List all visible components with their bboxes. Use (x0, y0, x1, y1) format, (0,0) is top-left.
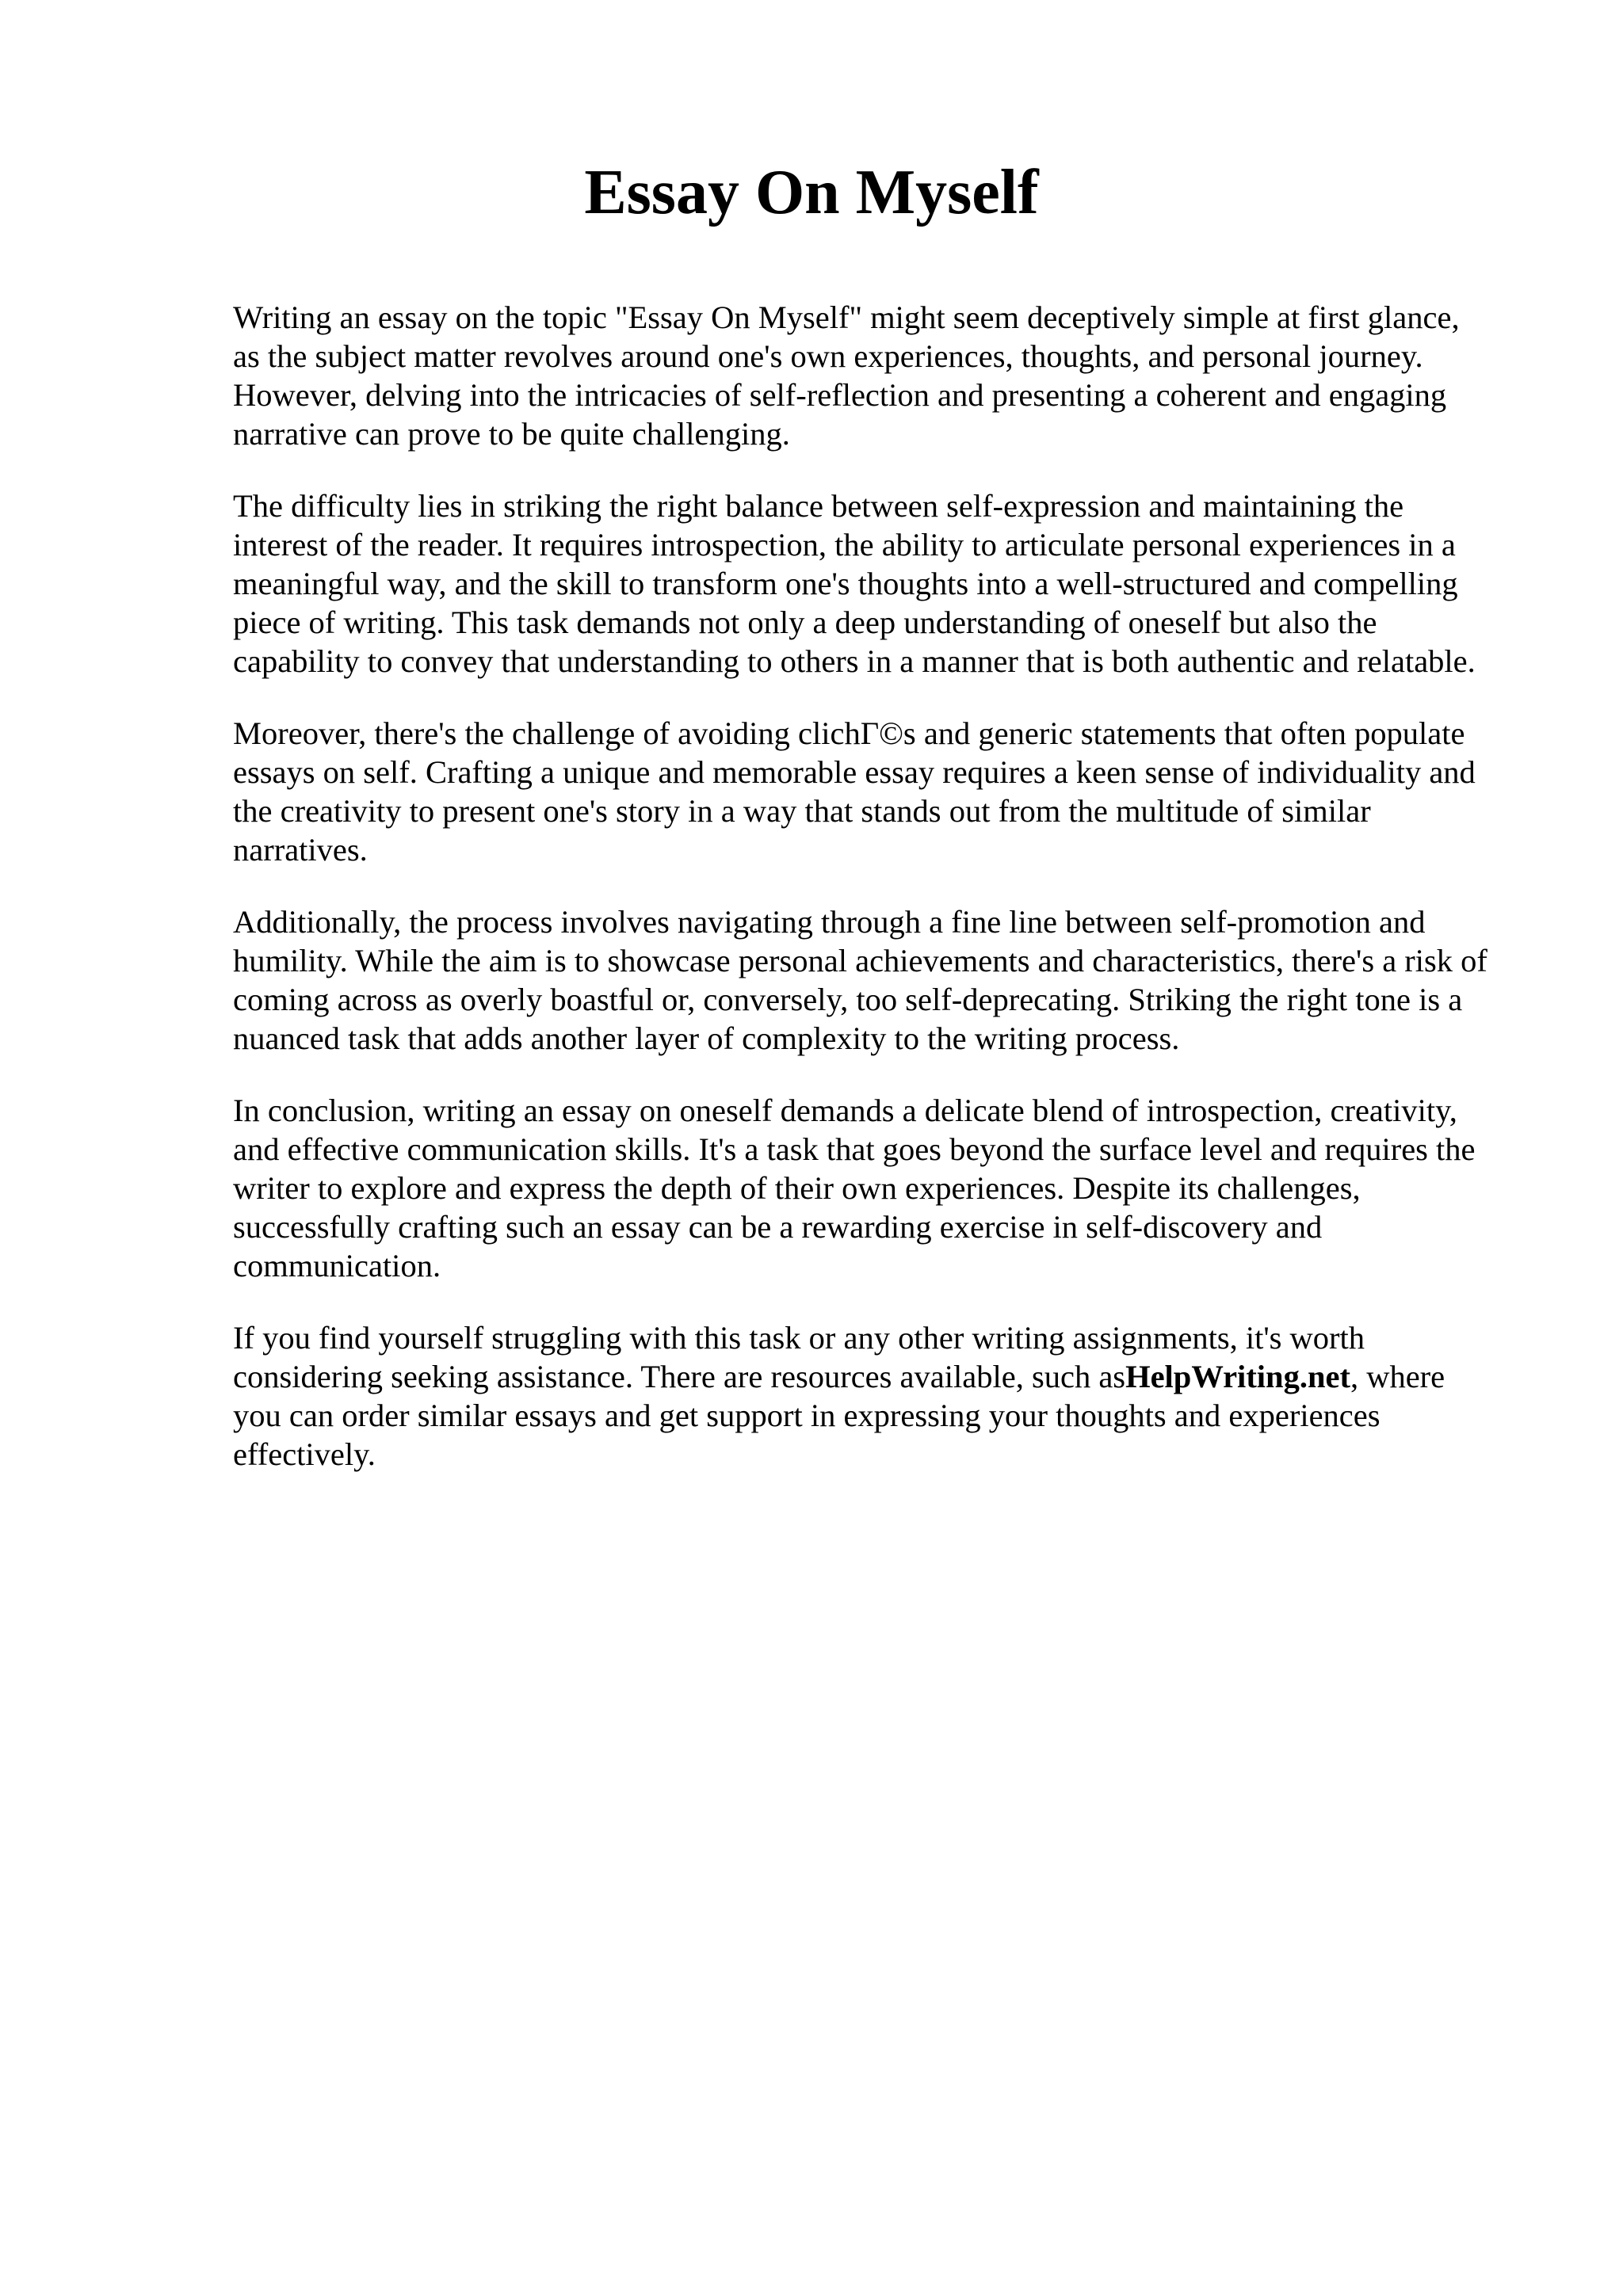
paragraph-line: nuanced task that adds another layer of complexity to the writing process. (233, 1020, 1180, 1056)
document-body (233, 298, 1533, 1507)
paragraph-line: However, delving into the intricacies of self-reflection and presenting a coherent and engaging (233, 377, 1447, 413)
paragraph-line: the creativity to present one's story in a way that stands out from the multitude of similar (233, 793, 1371, 829)
paragraph-line: narratives. (233, 832, 368, 868)
paragraph-line: Additionally, the process involves navigating through a fine line between self-promotion and (233, 904, 1426, 940)
paragraph-line: If you find yourself struggling with this task or any other writing assignments, it's worth (233, 1320, 1365, 1356)
paragraph-line: Moreover, there's the challenge of avoiding clichΓ©s and generic statements that often populate (233, 715, 1465, 751)
brand-name-helpwriting: HelpWriting.net (1125, 1359, 1350, 1394)
paragraph-3 (233, 714, 1533, 869)
document-title: Essay On Myself (584, 158, 1039, 227)
paragraph-line: you can order similar essays and get support in expressing your thoughts and experiences (233, 1398, 1381, 1433)
paragraph-6 (233, 1318, 1533, 1474)
paragraph-line: essays on self. Crafting a unique and memorable essay requires a keen sense of individuality and (233, 754, 1476, 790)
paragraph-line: The difficulty lies in striking the right balance between self-expression and maintaining the (233, 488, 1404, 524)
paragraph-2 (233, 486, 1533, 681)
paragraph-line: communication. (233, 1248, 441, 1283)
paragraph-4 (233, 902, 1533, 1058)
paragraph-line: piece of writing. This task demands not only a deep understanding of oneself but also the (233, 605, 1377, 640)
line-text-before-brand: considering seeking assistance. There are resources available, such as (233, 1359, 1126, 1394)
paragraph-line (233, 1357, 1533, 1396)
paragraph-line: and effective communication skills. It's a task that goes beyond the surface level and requires the (233, 1131, 1476, 1167)
line-text-after-brand: , where (1350, 1359, 1445, 1394)
paragraph-1 (233, 298, 1533, 453)
paragraph-line: successfully crafting such an essay can be a rewarding exercise in self-discovery and (233, 1209, 1323, 1245)
paragraph-line: narrative can prove to be quite challenging. (233, 416, 790, 452)
paragraph-line: humility. While the aim is to showcase personal achievements and characteristics, there's a risk of (233, 943, 1487, 978)
paragraph-line: coming across as overly boastful or, conversely, too self-deprecating. Striking the right tone is a (233, 982, 1463, 1017)
paragraph-line: interest of the reader. It requires introspection, the ability to articulate personal experiences in a (233, 527, 1456, 563)
paragraph-line: effectively. (233, 1436, 376, 1472)
paragraph-line: meaningful way, and the skill to transform one's thoughts into a well-structured and compelling (233, 566, 1458, 601)
paragraph-line: capability to convey that understanding to others in a manner that is both authentic and relatable. (233, 643, 1476, 679)
paragraph-line: In conclusion, writing an essay on oneself demands a delicate blend of introspection, creativity, (233, 1093, 1457, 1128)
paragraph-line: as the subject matter revolves around one's own experiences, thoughts, and personal journey. (233, 338, 1423, 374)
paragraph-line: Writing an essay on the topic "Essay On Myself" might seem deceptively simple at first glance, (233, 299, 1460, 335)
paragraph-5 (233, 1091, 1533, 1285)
paragraph-line: writer to explore and express the depth of their own experiences. Despite its challenges, (233, 1170, 1361, 1206)
